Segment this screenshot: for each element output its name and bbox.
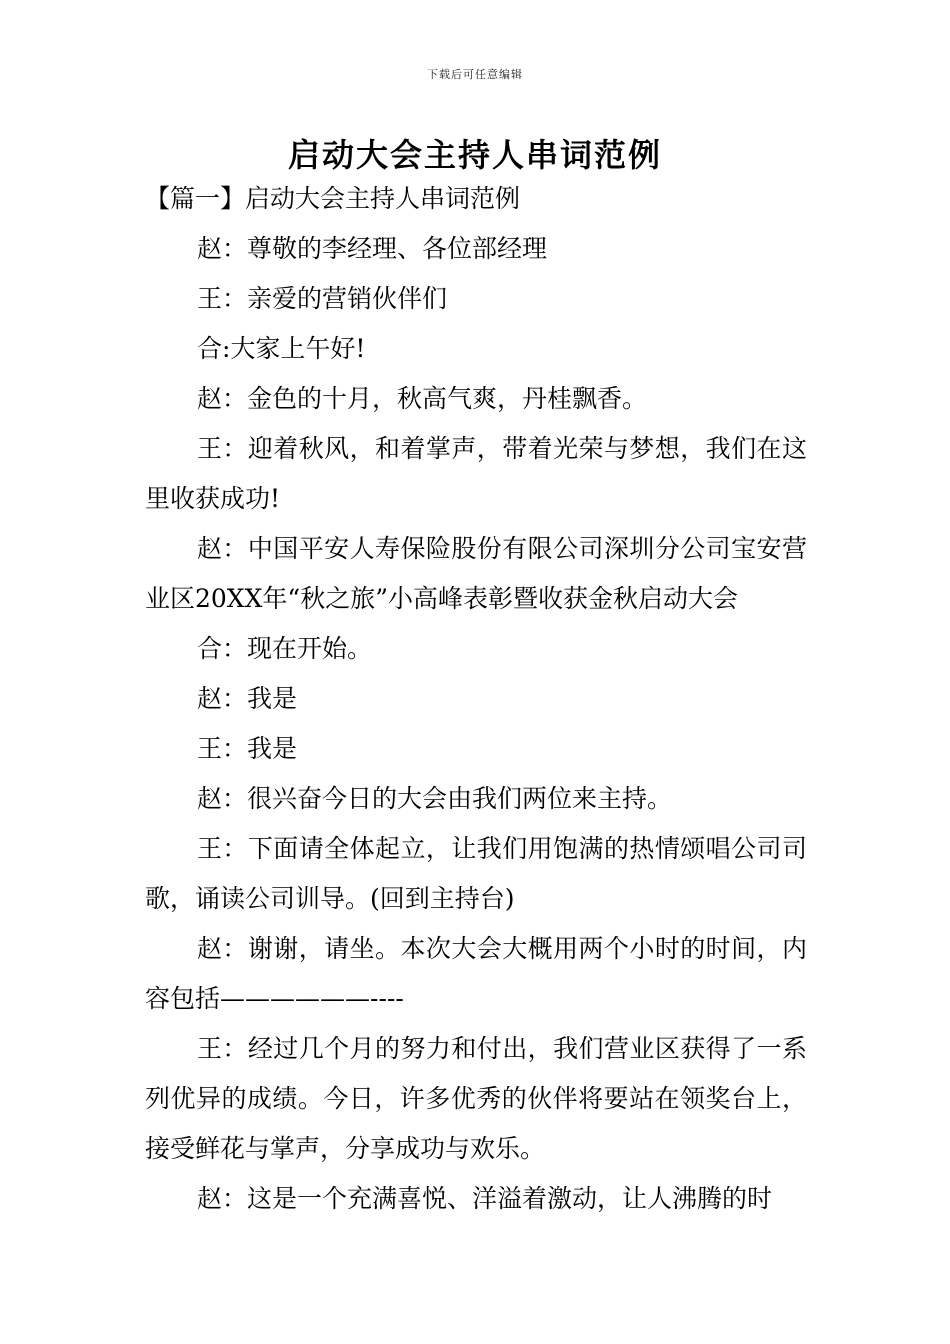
paragraph: 王：经过几个月的努力和付出，我们营业区获得了一系列优异的成绩。今日，许多优秀的伙伴将要站在领奖台上，接受鲜花与掌声，分享成功与欢乐。 xyxy=(145,1034,807,1163)
header-note: 下载后可任意编辑 xyxy=(427,68,523,81)
paragraph: 赵：谢谢，请坐。本次大会大概用两个小时的时间，内容包括——————---- xyxy=(145,934,807,1013)
document-body xyxy=(145,174,807,1224)
paragraph: 王：下面请全体起立，让我们用饱满的热情颂唱公司司歌，诵读公司训导。(回到主持台) xyxy=(145,834,807,913)
paragraph: 赵：中国平安人寿保险股份有限公司深圳分公司宝安营业区20XX年“秋之旅”小高峰表彰暨收获金秋启动大会 xyxy=(145,534,807,613)
paragraph: 合：现在开始。 xyxy=(197,634,373,663)
paragraph: 赵：很兴奋今日的大会由我们两位来主持。 xyxy=(197,784,673,813)
paragraph: 赵：金色的十月，秋高气爽，丹桂飘香。 xyxy=(197,384,648,413)
paragraph: 王：我是 xyxy=(197,734,298,763)
paragraph: 王：亲爱的营销伙伴们 xyxy=(197,284,448,313)
paragraph: 赵：尊敬的李经理、各位部经理 xyxy=(197,234,548,263)
document-title: 启动大会主持人串词范例 xyxy=(287,136,662,174)
paragraph: 合:大家上午好! xyxy=(197,334,366,363)
section-heading: 【篇一】启动大会主持人串词范例 xyxy=(145,184,521,213)
paragraph: 赵：这是一个充满喜悦、洋溢着激动，让人沸腾的时 xyxy=(197,1184,773,1213)
paragraph: 王：迎着秋风，和着掌声，带着光荣与梦想，我们在这里收获成功! xyxy=(145,434,807,513)
paragraph: 赵：我是 xyxy=(197,684,298,713)
